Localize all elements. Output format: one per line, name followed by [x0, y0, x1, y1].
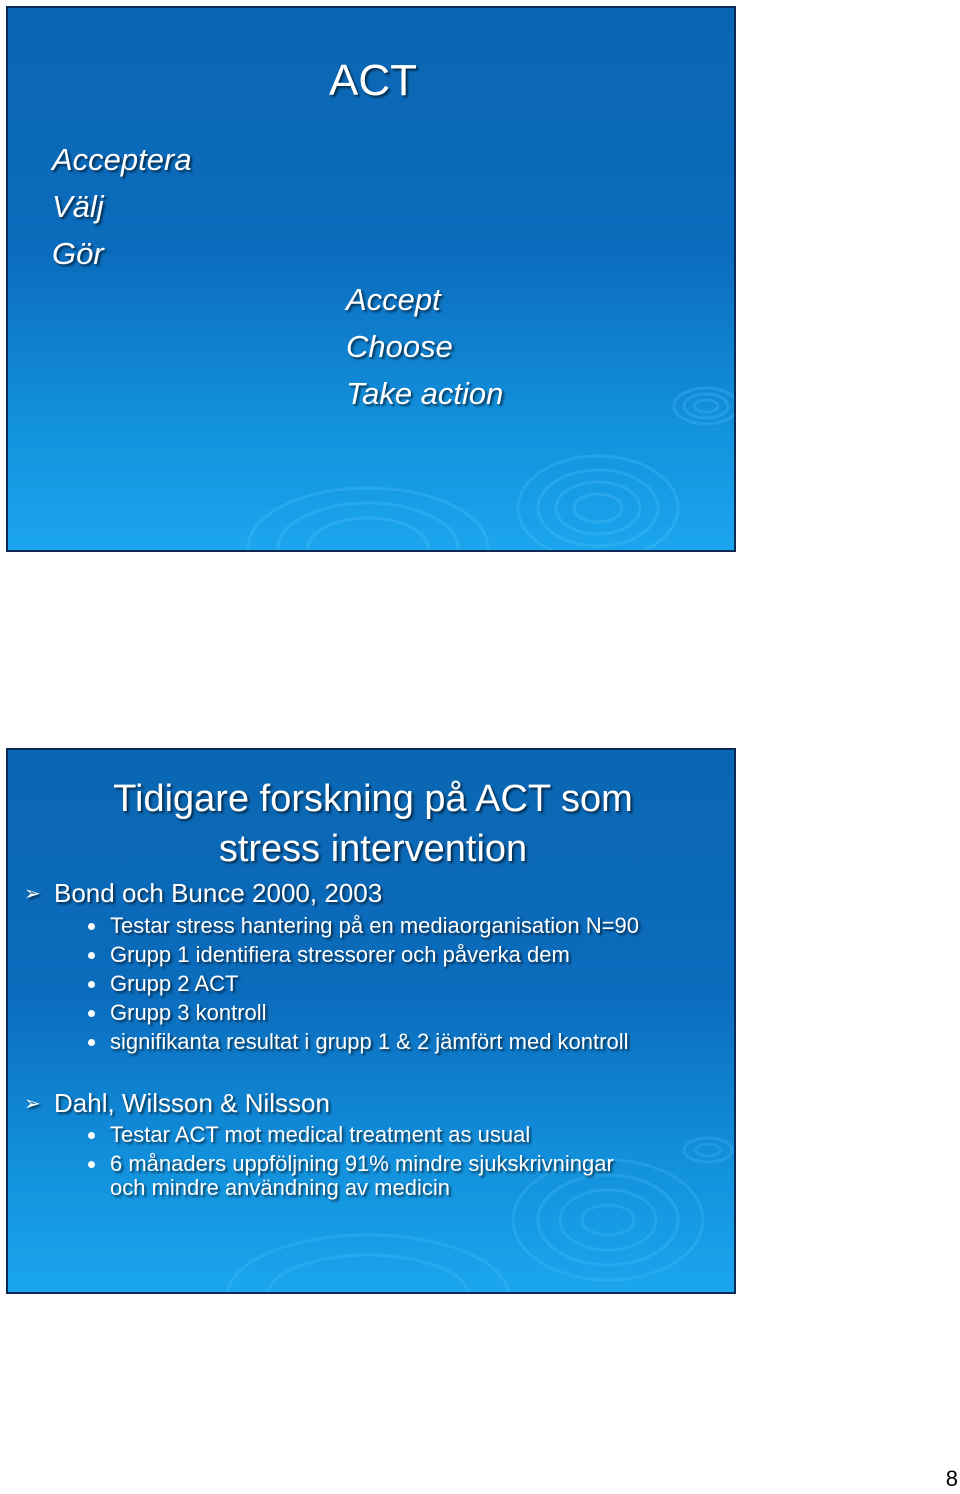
swedish-word: Gör [52, 236, 104, 271]
swedish-word: Välj [52, 189, 104, 224]
swedish-word: Acceptera [52, 142, 192, 177]
arrow-bullet-icon: ➢ [24, 883, 41, 905]
dot-bullet-icon [88, 1010, 95, 1017]
arrow-bullet-icon: ➢ [24, 1093, 41, 1115]
item-text: Grupp 1 identifiera stressorer och påverka dem [110, 942, 570, 967]
section-heading [24, 878, 383, 909]
slide-title [8, 774, 736, 874]
item-text: Testar ACT mot medical treatment as usual [110, 1122, 531, 1147]
list-item [110, 1001, 267, 1025]
english-word: Accept [346, 282, 441, 317]
list-item-continuation [110, 1176, 450, 1200]
list-item [110, 1152, 614, 1176]
dot-bullet-icon [88, 981, 95, 988]
dot-bullet-icon [88, 952, 95, 959]
list-item [110, 972, 238, 996]
dot-bullet-icon [88, 1039, 95, 1046]
heading-text: Bond och Bunce 2000, 2003 [54, 878, 383, 908]
slide-previous-research [6, 748, 736, 1294]
heading-text: Dahl, Wilsson & Nilsson [54, 1088, 330, 1118]
item-text: signifikanta resultat i grupp 1 & 2 jämfört med kontroll [110, 1029, 629, 1054]
slide-act [6, 6, 736, 552]
title-line: stress intervention [218, 828, 528, 870]
item-text: och mindre användning av medicin [110, 1175, 450, 1200]
item-text: Testar stress hantering på en mediaorganisation N=90 [110, 913, 639, 938]
section-heading [24, 1088, 330, 1119]
dot-bullet-icon [88, 1132, 95, 1139]
page-number: 8 [945, 1466, 958, 1491]
slide-title: ACT [329, 56, 417, 105]
title-line: Tidigare forskning på ACT som [113, 778, 633, 820]
list-item [110, 1030, 628, 1054]
list-item [110, 943, 570, 967]
list-item [110, 1123, 530, 1147]
item-text: Grupp 2 ACT [110, 971, 239, 996]
item-text: 6 månaders uppföljning 91% mindre sjukskrivningar [110, 1151, 614, 1176]
dot-bullet-icon [88, 923, 95, 930]
list-item [110, 914, 639, 938]
dot-bullet-icon [88, 1161, 95, 1168]
english-word: Take action [346, 376, 504, 411]
item-text: Grupp 3 kontroll [110, 1000, 267, 1025]
english-word: Choose [346, 329, 453, 364]
